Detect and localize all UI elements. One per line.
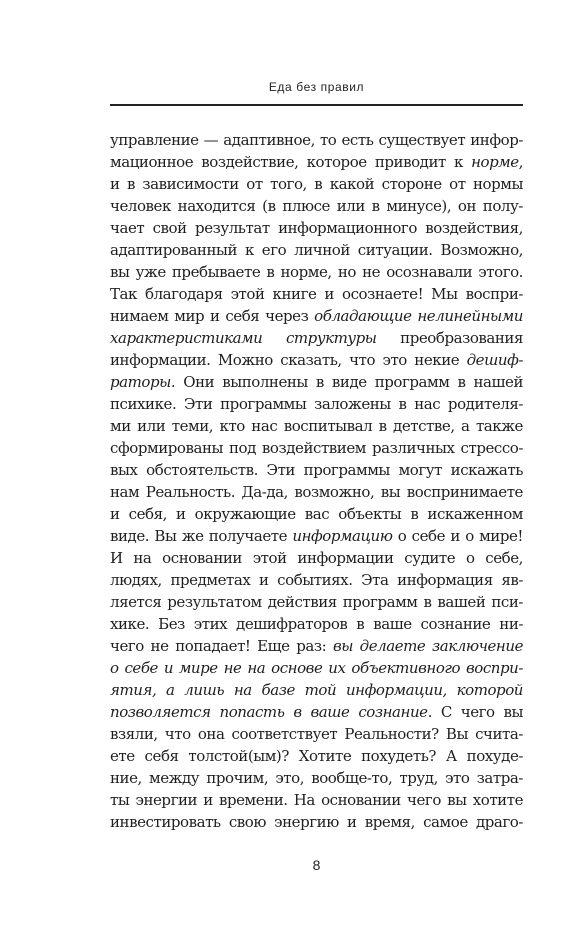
- text-line: [110, 173, 523, 195]
- text-line: [110, 151, 523, 173]
- italic-text: характеристиками структуры: [110, 329, 377, 347]
- text-run: психике. Эти программы заложены в нас родителя-: [110, 395, 523, 413]
- text-line: [110, 327, 523, 349]
- text-line: [110, 305, 523, 327]
- text-run: преобразования: [376, 329, 523, 347]
- text-run: ми или теми, кто нас воспитывал в детстве, а также: [110, 417, 523, 435]
- text-run: Так благодаря этой книге и осознаете! Мы воспри-: [110, 285, 523, 303]
- text-line: [110, 481, 523, 503]
- text-run: чает свой результат информационного воздействия,: [110, 219, 523, 237]
- text-run: ,: [518, 153, 523, 171]
- text-line: [110, 789, 523, 811]
- text-run: хике. Без этих дешифраторов в ваше сознание ни-: [110, 615, 523, 633]
- text-line: [110, 349, 523, 371]
- text-run: виде. Вы же получаете: [110, 527, 293, 545]
- text-line: [110, 129, 523, 151]
- text-line: [110, 415, 523, 437]
- text-run: вы уже пребываете в норме, но не осознавали этого.: [110, 263, 523, 281]
- text-line: [110, 701, 523, 723]
- text-line: [110, 745, 523, 767]
- text-run: нимаем мир и себя через: [110, 307, 315, 325]
- text-line: [110, 591, 523, 613]
- italic-text: позволяется попасть в ваше сознание: [110, 703, 428, 721]
- text-run: о себе и о мире!: [392, 527, 524, 545]
- text-run: человек находится (в плюсе или в минусе), он полу-: [110, 197, 523, 215]
- italic-text: дешиф-: [466, 351, 523, 369]
- text-line: [110, 635, 523, 657]
- text-run: вых обстоятельств. Эти программы могут искажать: [110, 461, 523, 479]
- text-run: и себя, и окружающие вас объекты в искаженном: [110, 505, 523, 523]
- text-run: взяли, что она соответствует Реальности? Вы счита-: [110, 725, 523, 743]
- text-run: . С чего вы: [427, 703, 523, 721]
- text-run: и в зависимости от того, в какой стороне от нормы: [110, 175, 523, 193]
- text-run: ние, между прочим, это, вообще-то, труд, это затра-: [110, 769, 523, 787]
- text-line: [110, 679, 523, 701]
- page-number: 8: [312, 857, 321, 873]
- text-run: нам Реальность. Да-да, возможно, вы воспринимаете: [110, 483, 523, 501]
- text-run: И на основании этой информации судите о себе,: [110, 549, 523, 567]
- italic-text: ятия, а лишь на базе той информации, которой: [110, 681, 523, 699]
- running-title: Еда без правил: [268, 80, 365, 94]
- text-line: [110, 195, 523, 217]
- text-line: [110, 525, 523, 547]
- text-line: [110, 569, 523, 591]
- text-run: ты энергии и времени. На основании чего вы хотите: [110, 791, 523, 809]
- text-run: инвестировать свою энергию и время, самое драго-: [110, 813, 523, 831]
- text-run: мационное воздействие, которое приводит к: [110, 153, 472, 171]
- text-run: сформированы под воздействием различных стрессо-: [110, 439, 523, 457]
- text-run: адаптированный к его личной ситуации. Возможно,: [110, 241, 523, 259]
- text-line: [110, 811, 523, 833]
- text-run: ляется результатом действия программ в вашей пси-: [110, 593, 523, 611]
- italic-text: раторы: [110, 373, 171, 391]
- text-line: [110, 767, 523, 789]
- text-line: [110, 613, 523, 635]
- text-run: чего не попадает! Еще раз:: [110, 637, 333, 655]
- text-line: [110, 239, 523, 261]
- text-run: управление — адаптивное, то есть существует инфор-: [110, 131, 523, 149]
- body-text: [110, 129, 523, 833]
- text-line: [110, 393, 523, 415]
- text-run: людях, предметах и событиях. Эта информация яв-: [110, 571, 523, 589]
- italic-text: вы делаете заключение: [332, 637, 523, 655]
- header-rule: [110, 104, 523, 106]
- italic-text: о себе и мире не на основе их объективного воспри-: [110, 659, 523, 677]
- text-line: [110, 283, 523, 305]
- italic-text: норме: [471, 153, 519, 171]
- text-line: [110, 547, 523, 569]
- text-line: [110, 437, 523, 459]
- italic-text: обладающие нелинейными: [314, 307, 523, 325]
- text-line: [110, 261, 523, 283]
- text-line: [110, 217, 523, 239]
- text-run: ете себя толстой(ым)? Хотите похудеть? А похуде-: [110, 747, 523, 765]
- text-run: информации. Можно сказать, что это некие: [110, 351, 467, 369]
- text-line: [110, 723, 523, 745]
- text-line: [110, 657, 523, 679]
- italic-text: информацию: [292, 527, 393, 545]
- text-run: . Они выполнены в виде программ в нашей: [170, 373, 523, 391]
- text-line: [110, 459, 523, 481]
- text-line: [110, 503, 523, 525]
- text-line: [110, 371, 523, 393]
